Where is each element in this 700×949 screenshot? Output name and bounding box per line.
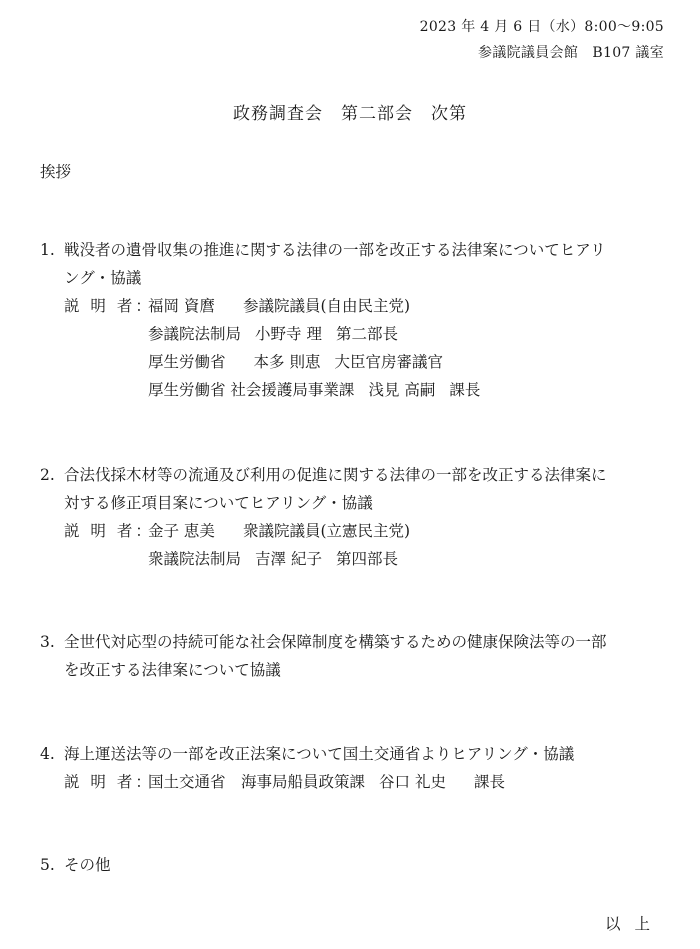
agenda-text-line: 対する修正項目案についてヒアリング・協議 [64, 494, 373, 512]
meeting-venue: 参議院議員会館 B107 議室 [478, 45, 664, 61]
explainer-role: 課長 [449, 381, 481, 399]
explainer-org: 福岡 資麿 [148, 297, 215, 315]
explainer-label: 説 明 者： [64, 773, 154, 791]
explainer-label: 説 明 者： [64, 297, 154, 315]
agenda-item-4 [40, 740, 670, 796]
agenda-number: 2. [40, 466, 55, 484]
explainer-row [148, 348, 670, 376]
agenda-item-2 [40, 461, 670, 573]
explainer-row [64, 768, 670, 796]
explainer-row [64, 292, 670, 320]
explainer-org: 参議院法制局 [148, 325, 242, 343]
explainer-role: 課長 [473, 773, 505, 791]
agenda-text-line: を改正する法律案について協議 [64, 661, 281, 679]
explainer-label: 説 明 者： [64, 522, 154, 540]
greeting-heading: 挨拶 [40, 163, 72, 181]
explainer-org: 厚生労働省 [148, 353, 226, 371]
explainer-name: 衆議院議員(立憲民主党) [242, 522, 411, 540]
agenda-item-1 [40, 236, 670, 404]
explainer-row [64, 517, 670, 545]
agenda-item-5 [40, 851, 670, 879]
agenda-text-line: 戦没者の遺骨収集の推進に関する法律の一部を改正する法律案についてヒアリ [64, 241, 606, 259]
agenda-number: 5. [40, 856, 55, 874]
explainer-org: 厚生労働省 社会援護局事業課 [148, 381, 355, 399]
agenda-text-line: 合法伐採木材等の流通及び利用の促進に関する法律の一部を改正する法律案に [64, 466, 607, 484]
agenda-text-line: 全世代対応型の持続可能な社会保障制度を構築するための健康保険法等の一部 [64, 633, 607, 651]
meeting-datetime: 2023 年 4 月 6 日（水）8:00～9:05 [419, 19, 664, 35]
agenda-text-line: その他 [64, 856, 111, 874]
explainer-row [148, 320, 670, 348]
explainer-org: 金子 恵美 [148, 522, 215, 540]
explainer-name: 本多 則恵 [253, 353, 321, 371]
document-title: 政務調査会 第二部会 次第 [233, 104, 467, 124]
agenda-text-line: 海上運送法等の一部を改正法案について国土交通省よりヒアリング・協議 [64, 745, 575, 763]
explainer-name: 谷口 礼史 [379, 773, 446, 791]
agenda-text-line: ング・協議 [64, 269, 142, 287]
explainer-role: 大臣官房審議官 [334, 353, 443, 371]
closing-mark: 以上 [604, 915, 664, 933]
agenda-number: 4. [40, 745, 55, 763]
agenda-number: 1. [40, 241, 55, 259]
explainer-org: 衆議院法制局 [148, 550, 242, 568]
agenda-item-3 [40, 628, 670, 684]
explainer-row [148, 545, 670, 573]
explainer-org: 国土交通省 海事局船員政策課 [148, 773, 366, 791]
explainer-name: 浅見 高嗣 [368, 381, 436, 399]
agenda-number: 3. [40, 633, 55, 651]
explainer-role: 第二部長 [335, 325, 398, 343]
explainer-name: 参議院議員(自由民主党) [242, 297, 411, 315]
explainer-name: 小野寺 理 [255, 325, 322, 343]
explainer-name: 吉澤 紀子 [255, 550, 322, 568]
explainer-row [148, 376, 670, 404]
explainer-role: 第四部長 [335, 550, 398, 568]
